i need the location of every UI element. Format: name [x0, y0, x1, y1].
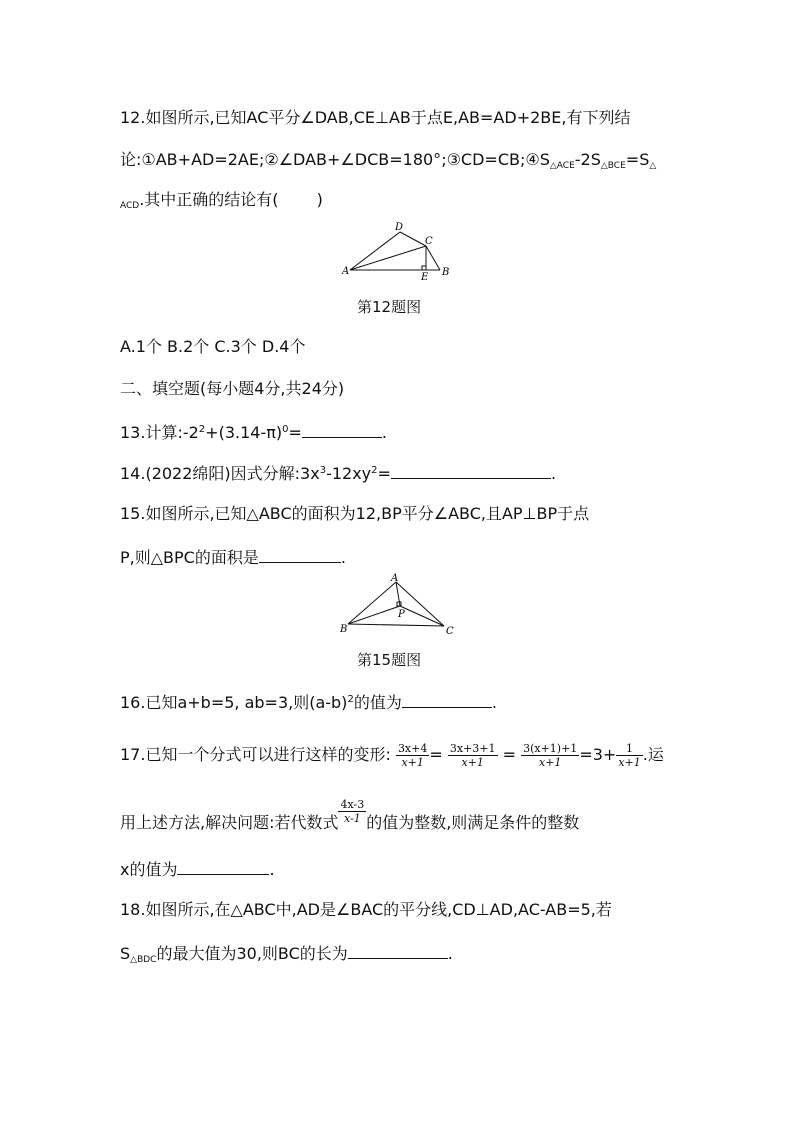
q12-line2 — [120, 150, 656, 173]
q12-line3 — [120, 190, 323, 213]
q17-f3-num: 3(x+1)+1 — [523, 742, 578, 755]
q15-label-a: A — [391, 573, 399, 584]
q16-answer-blank[interactable] — [402, 691, 492, 708]
q17-f1-den: x+1 — [401, 756, 424, 769]
q14-sup2: 2 — [371, 465, 378, 476]
q17-line2 — [120, 798, 580, 840]
q17-f2-den: x+1 — [461, 756, 484, 769]
q17-tail: .运 — [642, 745, 664, 764]
q17-line2-b: 的值为整数,则满足条件的整数 — [366, 813, 580, 832]
q17-f4-num: 1 — [616, 742, 642, 756]
q15-line1: 15.如图所示,已知△ABC的面积为12,BP平分∠ABC,且AP⊥BP于点 — [120, 504, 590, 523]
q12-figure — [340, 220, 460, 282]
q12-figure-caption: 第12题图 — [357, 298, 422, 316]
q12-line3-sub: ACD — [120, 201, 140, 211]
q17-fraction-4 — [616, 742, 642, 769]
q17-eq-3: =3+ — [579, 745, 617, 764]
q17-f4-den: x+1 — [618, 756, 641, 769]
q17-eq-1: = — [429, 745, 443, 764]
q12-line2-b: ;③CD=CB;④S — [441, 150, 550, 169]
q16 — [120, 691, 497, 716]
q12-label-a: A — [342, 266, 350, 277]
q14 — [120, 462, 556, 487]
q14-text-b: -12xy — [326, 464, 372, 483]
q14-end: . — [550, 464, 557, 483]
q15-label-b: B — [340, 624, 348, 635]
q12-options: A.1个 B.2个 C.3个 D.4个 — [120, 337, 306, 356]
q17-f5-num: 4x-3 — [340, 798, 365, 811]
q18-line2 — [120, 942, 453, 967]
q13-text-c: = — [288, 423, 302, 442]
q14-sup: 3 — [319, 465, 327, 476]
q12-line2-a: 论:①AB+AD=2AE;②∠DAB+∠DCB=180° — [120, 150, 442, 169]
q12-label-e: E — [421, 272, 429, 282]
q17-intro: 17.已知一个分式可以进行这样的变形: — [120, 745, 391, 764]
q13-sup: 2 — [198, 424, 206, 435]
q18-end: . — [447, 944, 453, 963]
section2-title: 二、填空题(每小题4分,共24分) — [120, 379, 345, 398]
q18-sub: △BDC — [130, 955, 157, 965]
q12-paren-close: ) — [316, 190, 323, 209]
q17-line2-a: 用上述方法,解决问题:若代数式 — [120, 813, 339, 832]
q18-line2-text: 的最大值为30,则BC的长为 — [156, 944, 348, 963]
q17-f1-num: 3x+4 — [397, 742, 428, 755]
q14-answer-blank[interactable] — [391, 462, 551, 479]
q17-f3-den: x+1 — [538, 756, 562, 769]
q16-text-b: 的值为 — [353, 693, 402, 712]
q13-text-b: +(3.14-π) — [205, 423, 283, 442]
q12-sub-bce: △BCE — [600, 161, 626, 171]
q13 — [120, 421, 387, 446]
q12-minus2s: -2S — [574, 150, 601, 169]
q12-line1: 12.如图所示,已知AC平分∠DAB,CE⊥AB于点E,AB=AD+2BE,有下列结 — [120, 108, 631, 127]
q14-text-c: = — [377, 464, 391, 483]
q13-end: . — [381, 423, 387, 442]
q12-line3-rest: .其中正确的结论有( — [139, 190, 279, 209]
q17-fraction-3 — [521, 742, 579, 769]
q12-sub-ace: △ACE — [549, 161, 575, 171]
q15-figure-caption: 第15题图 — [357, 651, 422, 669]
q17-eq-2: = — [502, 745, 516, 764]
q18-s: S — [120, 944, 131, 963]
q17-line3 — [120, 858, 275, 880]
q13-text-a: 13.计算:-2 — [120, 423, 199, 442]
q13-sup2: 0 — [282, 424, 289, 435]
q17-f2-num: 3x+3+1 — [449, 742, 496, 755]
q12-label-d: D — [395, 222, 404, 233]
q17-fraction-2 — [448, 742, 498, 769]
q12-label-b: B — [442, 267, 450, 278]
q15-answer-blank[interactable] — [259, 546, 341, 563]
q15-line2-text: P,则△BPC的面积是 — [120, 548, 259, 567]
q17-answer-blank[interactable] — [177, 858, 269, 875]
q17-line1 — [120, 738, 664, 772]
q15-line2 — [120, 546, 346, 568]
q18-answer-blank[interactable] — [348, 942, 448, 959]
q15-label-c: C — [446, 626, 454, 637]
q15-label-p: P — [398, 609, 405, 620]
q15-end: . — [340, 548, 346, 567]
q14-text-a: 14.(2022绵阳)因式分解:3x — [120, 464, 320, 483]
q17-fraction-5 — [338, 798, 366, 825]
q16-sup: 2 — [347, 694, 354, 705]
q12-tri-end: △ — [649, 161, 657, 171]
q17-line3-text: x的值为 — [120, 860, 178, 879]
q16-end: . — [491, 693, 497, 712]
q12-label-c: C — [425, 236, 433, 247]
q17-f5-den: x-1 — [343, 812, 361, 825]
q17-end: . — [269, 860, 275, 879]
q17-fraction-1 — [396, 742, 429, 769]
q16-text-a: 16.已知a+b=5, ab=3,则(a-b) — [120, 693, 348, 712]
q15-figure — [338, 572, 462, 638]
q13-answer-blank[interactable] — [302, 421, 382, 438]
q12-eq-s: =S — [625, 150, 650, 169]
q18-line1: 18.如图所示,在△ABC中,AD是∠BAC的平分线,CD⊥AD,AC-AB=5,若 — [120, 900, 612, 919]
